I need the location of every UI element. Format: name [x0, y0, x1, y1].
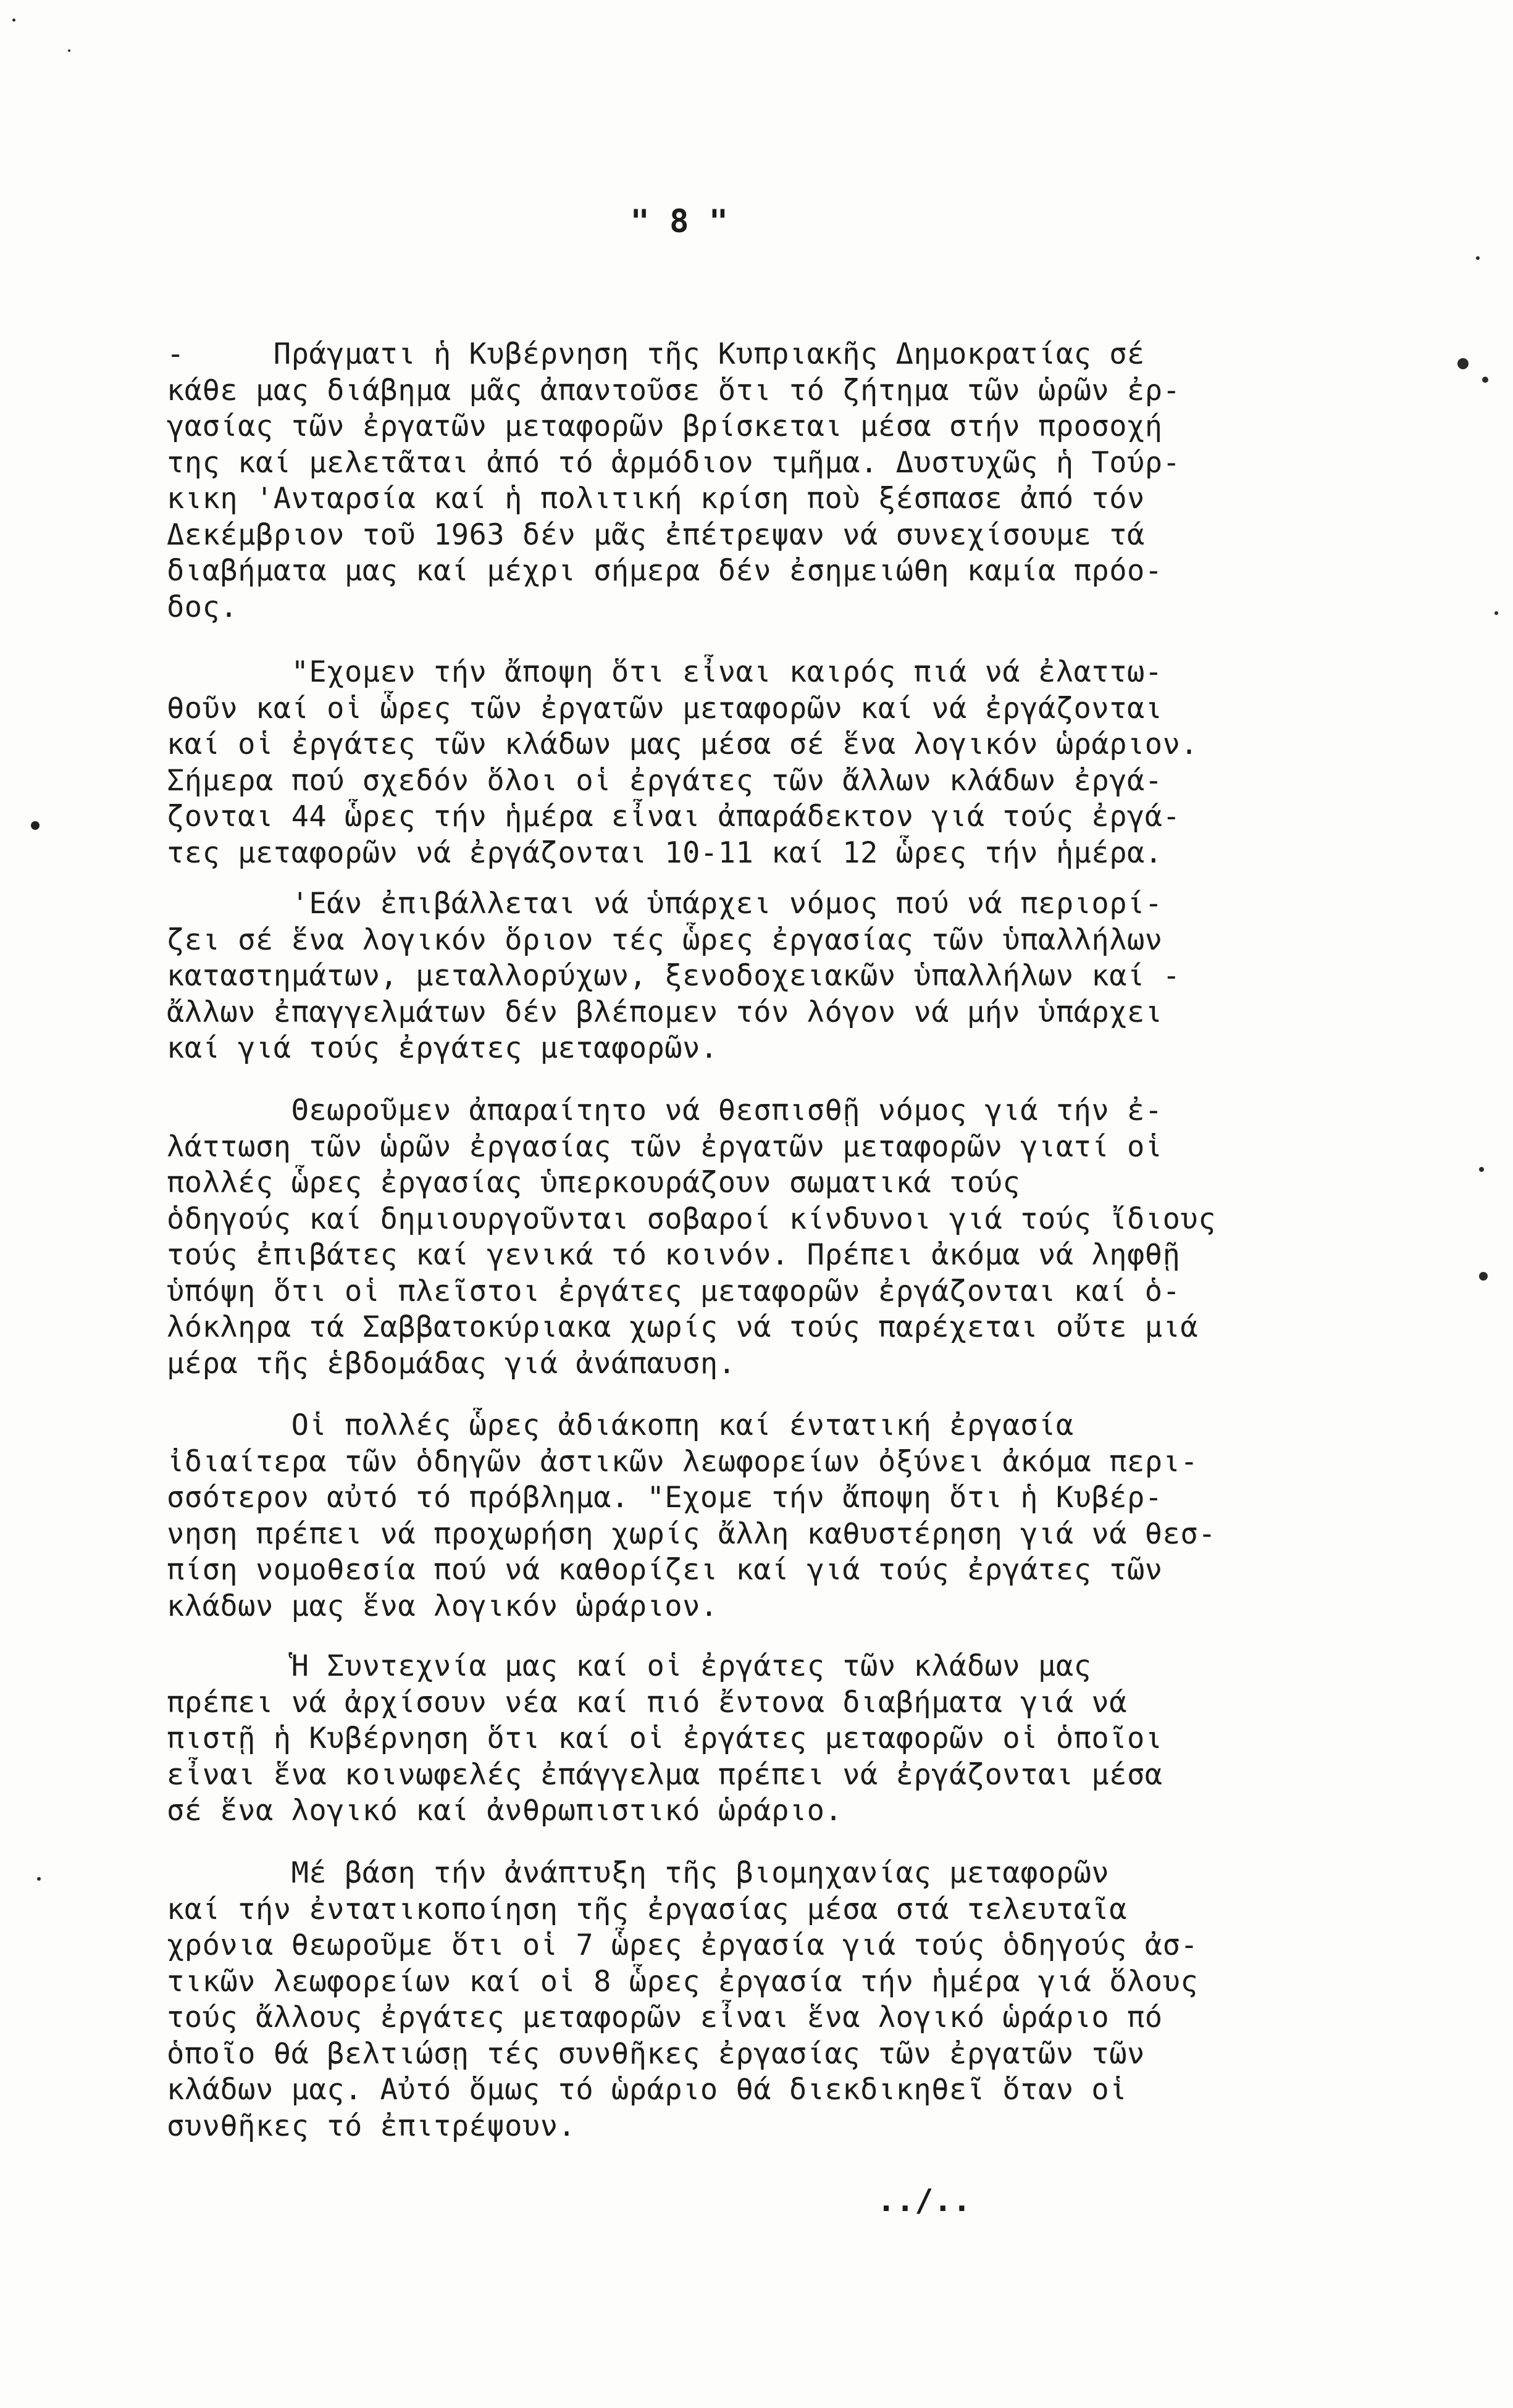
- text-line: καταστημάτων, μεταλλορύχων, ξενοδοχειακῶν ὑπαλλήλων καί -: [167, 959, 1181, 993]
- text-line: σέ ἕνα λογικό καί ἀνθρωπιστικό ὡράριο.: [167, 1794, 843, 1828]
- text-line: πολλές ὧρες ἐργασίας ὑπερκουράζουν σωματικά τούς: [167, 1166, 1021, 1200]
- text-line: μέρα τῆς ἑβδομάδας γιά ἀνάπαυση.: [167, 1346, 736, 1381]
- text-line: καί γιά τούς ἐργάτες μεταφορῶν.: [167, 1031, 718, 1065]
- text-line: τικῶν λεωφορείων καί οἱ 8 ὧρες ἐργασία τήν ἡμέρα γιά ὅλους: [167, 1964, 1199, 1999]
- text-line: Σήμερα πού σχεδόν ὅλοι οἱ ἐργάτες τῶν ἄλλων κλάδων ἐργά-: [167, 763, 1163, 798]
- scan-speck: [1476, 256, 1480, 260]
- margin-dot: [31, 821, 40, 830]
- scan-speck: [1482, 377, 1488, 383]
- scan-speck: [37, 1877, 41, 1881]
- text-line: πρέπει νά ἀρχίσουν νέα καί πιό ἔντονα διαβήματα γιά νά: [167, 1685, 1128, 1720]
- text-line: χρόνια θεωροῦμε ὅτι οἱ 7 ὧρες ἐργασία γιά τούς ὁδηγούς ἀσ-: [167, 1928, 1199, 1962]
- scan-speck: [68, 49, 70, 52]
- text-line: Δεκέμβριον τοῦ 1963 δέν μᾶς ἐπέτρεψαν νά συνεχίσουμε τά: [167, 517, 1145, 552]
- scan-speck: [1479, 1272, 1488, 1281]
- text-line: σσότερον αὐτό τό πρόβλημα. "Εχομε τήν ἄποψη ὅτι ἡ Κυβέρ-: [167, 1481, 1163, 1515]
- page-number: " 8 ": [630, 203, 729, 240]
- paragraph-6: [167, 1649, 1309, 1829]
- scan-speck: [12, 19, 15, 22]
- text-line: Οἱ πολλές ὧρες ἀδιάκοπη καί έντατική ἐργασία: [167, 1408, 1074, 1442]
- scan-speck: [1494, 611, 1498, 615]
- text-line: κικη 'Ανταρσία καί ἡ πολιτική κρίση ποὺ ξέσπασε ἀπό τόν: [167, 482, 1145, 516]
- text-line: λάττωση τῶν ὡρῶν ἐργασίας τῶν ἐργατῶν μεταφορῶν γιατί οἱ: [167, 1129, 1163, 1164]
- text-line: ὁποῖο θά βελτιώσῃ τές συνθῆκες ἐργασίας τῶν ἐργατῶν τῶν: [167, 2036, 1145, 2071]
- paragraph-1: [167, 337, 1309, 625]
- text-line: πιστῇ ἡ Κυβέρνηση ὅτι καί οἱ ἐργάτες μεταφορῶν οἱ ὁποῖοι: [167, 1721, 1163, 1755]
- text-line: ὁδηγούς καί δημιουργοῦνται σοβαροί κίνδυνοι γιά τούς ἴδιους: [167, 1202, 1216, 1236]
- text-line: δος.: [167, 590, 238, 624]
- text-line: ζονται 44 ὧρες τήν ἡμέρα εἶναι ἀπαράδεκτον γιά τούς ἐργά-: [167, 800, 1181, 834]
- paragraph-2: [167, 654, 1309, 871]
- text-line: κλάδων μας ἕνα λογικόν ὡράριον.: [167, 1589, 718, 1623]
- paragraph-4: [167, 1093, 1309, 1382]
- text-line: ἰδιαίτερα τῶν ὁδηγῶν ἀστικῶν λεωφορείων ὀξύνει ἀκόμα περι-: [167, 1444, 1199, 1479]
- text-line: Ἡ Συντεχνία μας καί οἱ ἐργάτες τῶν κλάδων μας: [167, 1649, 1092, 1683]
- text-line: - Πράγματι ἡ Κυβέρνηση τῆς Κυπριακῆς Δημοκρατίας σέ: [167, 337, 1145, 371]
- text-line: γασίας τῶν ἐργατῶν μεταφορῶν βρίσκεται μέσα στήν προσοχή: [167, 409, 1163, 443]
- text-line: εἶναι ἕνα κοινωφελές ἐπάγγελμα πρέπει νά ἐργάζονται μέσα: [167, 1757, 1163, 1792]
- text-line: τούς ἄλλους ἐργάτες μεταφορῶν εἶναι ἕνα λογικό ὡράριο πό: [167, 2000, 1163, 2034]
- text-line: "Εχομεν τήν ἄποψη ὅτι εἶναι καιρός πιά νά ἐλαττω-: [167, 655, 1163, 689]
- text-line: λόκληρα τά Σαββατοκύριακα χωρίς νά τούς παρέχεται οὔτε μιά: [167, 1310, 1199, 1344]
- text-line: 'Εάν ἐπιβάλλεται νά ὑπάρχει νόμος πού νά περιορί-: [167, 887, 1163, 921]
- text-line: ἄλλων ἐπαγγελμάτων δέν βλέπομεν τόν λόγον νά μήν ὑπάρχει: [167, 995, 1163, 1029]
- text-line: Μέ βάση τήν ἀνάπτυξη τῆς βιομηχανίας μεταφορῶν: [167, 1856, 1110, 1890]
- text-line: νηση πρέπει νά προχωρήση χωρίς ἄλλη καθυστέρηση γιά νά θεσ-: [167, 1516, 1216, 1551]
- text-line: Θεωροῦμεν ἀπαραίτητο νά θεσπισθῇ νόμος γιά τήν ἐ-: [167, 1093, 1163, 1127]
- text-line: της καί μελετᾶται ἀπό τό ἁρμόδιον τμῆμα. Δυστυχῶς ἡ Τούρ-: [167, 445, 1181, 480]
- text-line: θοῦν καί οἱ ὧρες τῶν ἐργατῶν μεταφορῶν καί νά ἐργάζονται: [167, 691, 1163, 725]
- text-line: διαβήματα μας καί μέχρι σήμερα δέν ἐσημειώθη καμία πρόο-: [167, 554, 1163, 588]
- text-line: ὑπόψη ὅτι οἱ πλεῖστοι ἐργάτες μεταφορῶν ἐργάζονται καί ὁ-: [167, 1274, 1181, 1308]
- paragraph-7: [167, 1855, 1309, 2144]
- text-line: κλάδων μας. Αὐτό ὅμως τό ὡράριο θά διεκδικηθεῖ ὅταν οἱ: [167, 2073, 1128, 2107]
- scan-speck: [1457, 358, 1469, 369]
- continuation-mark: ../..: [877, 2183, 972, 2218]
- text-line: πίση νομοθεσία πού νά καθορίζει καί γιά τούς ἐργάτες τῶν: [167, 1553, 1163, 1587]
- text-line: κάθε μας διάβημα μᾶς ἀπαντοῦσε ὅτι τό ζήτημα τῶν ὡρῶν ἐρ-: [167, 373, 1181, 408]
- text-line: ζει σέ ἕνα λογικόν ὅριον τές ὧρες ἐργασίας τῶν ὑπαλλήλων: [167, 922, 1163, 957]
- text-line: καί τήν ἐντατικοποίηση τῆς ἐργασίας μέσα στά τελευταῖα: [167, 1892, 1128, 1926]
- text-line: συνθῆκες τό ἐπιτρέψουν.: [167, 2109, 576, 2143]
- paragraph-3: [167, 886, 1309, 1067]
- scan-speck: [1479, 1167, 1484, 1172]
- text-line: καί οἱ ἐργάτες τῶν κλάδων μας μέσα σέ ἕνα λογικόν ὡράριον.: [167, 727, 1199, 761]
- text-line: τούς ἐπιβάτες καί γενικά τό κοινόν. Πρέπει ἀκόμα νά ληφθῇ: [167, 1238, 1181, 1272]
- text-line: τες μεταφορῶν νά ἐργάζονται 10-11 καί 12 ὧρες τήν ἡμέρα.: [167, 835, 1163, 870]
- paragraph-5: [167, 1408, 1309, 1624]
